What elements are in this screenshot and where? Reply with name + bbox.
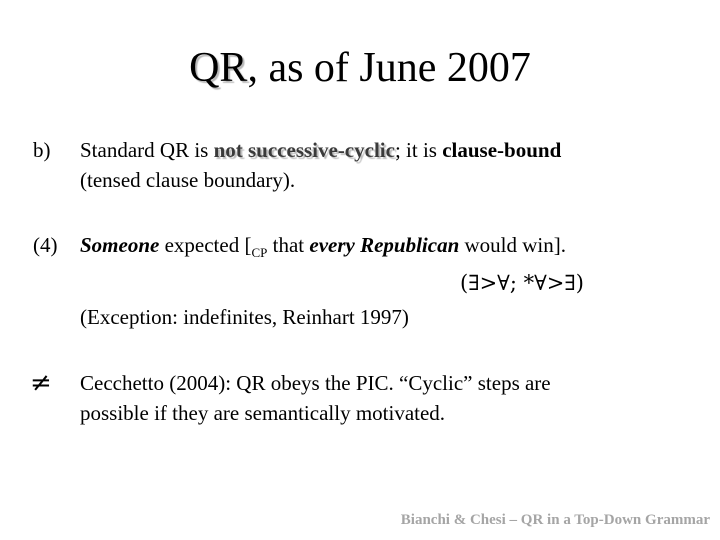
example-4-label: (4) bbox=[33, 233, 58, 257]
not-successive-cyclic-phrase: not successive-cyclic bbox=[213, 138, 395, 162]
expected-text: expected [ bbox=[159, 233, 252, 257]
that-text: that bbox=[267, 233, 310, 257]
title-qr: QR bbox=[189, 45, 248, 91]
example-4-sentence bbox=[80, 230, 566, 268]
item-b-line-2: (tensed clause boundary). bbox=[80, 168, 296, 192]
exception-note: (Exception: indefinites, Reinhart 1997) bbox=[80, 305, 409, 329]
item-b-prefix: Standard QR is bbox=[80, 138, 214, 162]
cecchetto-line-1: Cecchetto (2004): QR obeys the PIC. “Cyclic” steps are bbox=[80, 371, 551, 395]
not-equal-symbol: ≠ bbox=[30, 368, 52, 398]
footer-credit: Bianchi & Chesi – QR in a Top-Down Grammar bbox=[400, 512, 710, 528]
would-win-text: would win]. bbox=[459, 233, 567, 257]
clause-bound-phrase: clause-bound bbox=[442, 138, 562, 162]
item-b-mid: ; it is bbox=[394, 138, 443, 162]
cp-subscript: CP bbox=[251, 245, 268, 260]
every-republican-phrase: every Republican bbox=[309, 233, 460, 257]
item-b-label: b) bbox=[33, 138, 51, 162]
someone-word: Someone bbox=[80, 233, 160, 257]
cecchetto-line-2: possible if they are semantically motivated. bbox=[80, 401, 446, 425]
slide-title bbox=[0, 42, 720, 94]
scope-readings: (∃>∀; *∀>∃) bbox=[460, 271, 584, 295]
item-b-line-1 bbox=[80, 135, 561, 165]
title-rest: , as of June 2007 bbox=[247, 45, 531, 91]
